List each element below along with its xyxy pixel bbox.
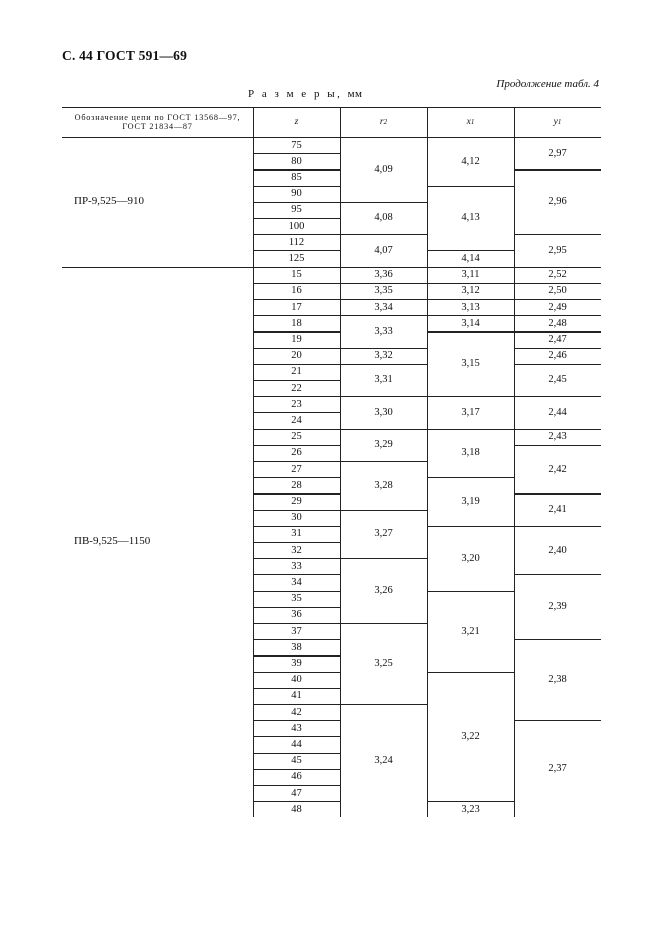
x1-row-border xyxy=(427,429,514,430)
r2-value: 3,32 xyxy=(374,350,393,362)
z-value: 33 xyxy=(291,560,302,572)
y1-value: 2,39 xyxy=(548,601,567,613)
z-value: 85 xyxy=(291,171,302,183)
z-row-border xyxy=(253,186,340,187)
header-divider xyxy=(340,107,341,137)
x1-value: 3,20 xyxy=(461,552,480,564)
header-x1 xyxy=(427,107,514,137)
z-row-border xyxy=(253,218,340,219)
z-row-border xyxy=(253,801,340,802)
header-divider xyxy=(514,107,515,137)
chain-designation: ПВ-9,525—1150 xyxy=(74,535,151,547)
caption-unit: мм xyxy=(347,88,363,100)
y1-row-border xyxy=(514,445,601,446)
x1-value: 4,13 xyxy=(461,212,480,224)
z-row-border xyxy=(253,429,340,430)
z-row-border xyxy=(253,331,340,332)
header-designation: Обозначение цепи по ГОСТ 13568—97, ГОСТ 21834—87 xyxy=(74,112,241,131)
x1-row-border xyxy=(427,672,514,673)
y1-value: 2,50 xyxy=(548,285,567,297)
z-row-border xyxy=(253,785,340,786)
x1-value: 3,22 xyxy=(461,730,480,742)
z-value: 35 xyxy=(291,593,302,605)
r2-row-border xyxy=(340,623,427,624)
x1-row-border xyxy=(427,801,514,802)
x1-row-border xyxy=(427,477,514,478)
header-divider xyxy=(427,107,428,137)
y1-value: 2,45 xyxy=(548,374,567,386)
z-value: 41 xyxy=(291,690,302,702)
z-value: 45 xyxy=(291,755,302,767)
x1-value: 4,14 xyxy=(461,252,480,264)
column-divider xyxy=(340,267,341,818)
y1-row-border xyxy=(514,639,601,640)
r2-value: 3,35 xyxy=(374,285,393,297)
z-value: 40 xyxy=(291,674,302,686)
z-row-border xyxy=(253,202,340,203)
z-value: 27 xyxy=(291,463,302,475)
z-value: 25 xyxy=(291,431,302,443)
x1-row-border xyxy=(427,526,514,527)
x1-row-border xyxy=(427,591,514,592)
z-value: 15 xyxy=(291,269,302,281)
z-value: 20 xyxy=(291,350,302,362)
column-divider xyxy=(427,267,428,818)
z-row-border xyxy=(253,574,340,575)
header-divider xyxy=(253,107,254,137)
z-value: 24 xyxy=(291,414,302,426)
r2-value: 3,30 xyxy=(374,406,393,418)
z-row-border xyxy=(253,250,340,251)
z-value: 31 xyxy=(291,528,302,540)
x1-value: 3,15 xyxy=(461,358,480,370)
z-value: 125 xyxy=(288,252,305,264)
z-row-border xyxy=(253,445,340,446)
y1-row-border xyxy=(514,234,601,235)
r2-row-border xyxy=(340,704,427,705)
z-value: 38 xyxy=(291,641,302,653)
r2-row-border xyxy=(340,510,427,511)
r2-row-border xyxy=(340,348,427,349)
table-continuation-label: Продолжение табл. 4 xyxy=(496,78,599,90)
z-value: 37 xyxy=(291,625,302,637)
y1-row-border xyxy=(514,169,601,170)
r2-value: 4,09 xyxy=(374,163,393,175)
z-row-border xyxy=(253,769,340,770)
y1-value: 2,44 xyxy=(548,406,567,418)
column-divider xyxy=(253,137,254,267)
z-value: 21 xyxy=(291,366,302,378)
r2-value: 3,33 xyxy=(374,325,393,337)
y1-value: 2,47 xyxy=(548,333,567,345)
z-row-border xyxy=(253,558,340,559)
y1-value: 2,43 xyxy=(548,431,567,443)
column-divider xyxy=(427,137,428,267)
x1-value: 3,19 xyxy=(461,495,480,507)
header-x1-sub: 1 xyxy=(470,118,475,126)
r2-value: 3,25 xyxy=(374,658,393,669)
z-row-border xyxy=(253,704,340,705)
r2-row-border xyxy=(340,299,427,300)
x1-value: 3,21 xyxy=(461,625,480,637)
z-row-border xyxy=(253,461,340,462)
column-divider xyxy=(514,137,515,267)
z-value: 34 xyxy=(291,576,302,588)
z-value: 43 xyxy=(291,722,302,734)
y1-row-border xyxy=(514,493,601,494)
y1-row-border xyxy=(514,364,601,365)
z-value: 36 xyxy=(291,609,302,621)
r2-value: 3,34 xyxy=(374,301,393,313)
table-top-border xyxy=(62,107,601,108)
column-divider xyxy=(253,267,254,818)
r2-row-border xyxy=(340,461,427,462)
z-value: 18 xyxy=(291,317,302,329)
group-separator xyxy=(62,267,601,268)
z-row-border xyxy=(253,396,340,397)
z-row-border xyxy=(253,736,340,737)
y1-value: 2,49 xyxy=(548,301,567,313)
z-value: 30 xyxy=(291,512,302,524)
x1-row-border xyxy=(427,250,514,251)
header-r2-label: r xyxy=(379,117,384,127)
z-value: 32 xyxy=(291,544,302,556)
header-y1 xyxy=(514,107,601,137)
z-value: 48 xyxy=(291,803,302,815)
y1-value: 2,96 xyxy=(548,196,567,208)
z-row-border xyxy=(253,234,340,235)
x1-row-border xyxy=(427,283,514,284)
header-y1-label: y xyxy=(553,117,558,127)
z-row-border xyxy=(253,299,340,300)
r2-row-border xyxy=(340,364,427,365)
r2-row-border xyxy=(340,234,427,235)
header-z xyxy=(253,107,340,137)
z-value: 47 xyxy=(291,787,302,799)
x1-value: 3,17 xyxy=(461,406,480,418)
r2-row-border xyxy=(340,202,427,203)
z-value: 19 xyxy=(291,333,302,345)
x1-value: 4,12 xyxy=(461,155,480,167)
z-row-border xyxy=(253,688,340,689)
r2-row-border xyxy=(340,429,427,430)
y1-row-border xyxy=(514,526,601,527)
z-row-border xyxy=(253,542,340,543)
page-header: С. 44 ГОСТ 591—69 xyxy=(62,48,188,63)
x1-row-border xyxy=(427,299,514,300)
z-row-border xyxy=(253,348,340,349)
r2-row-border xyxy=(340,315,427,316)
caption-text: Р а з м е р ы, xyxy=(248,88,343,100)
z-row-border xyxy=(253,510,340,511)
r2-row-border xyxy=(340,396,427,397)
y1-row-border xyxy=(514,720,601,721)
z-value: 46 xyxy=(291,771,302,783)
y1-value: 2,40 xyxy=(548,544,567,556)
r2-value: 4,07 xyxy=(374,244,393,256)
z-value: 95 xyxy=(291,204,302,216)
y1-row-border xyxy=(514,396,601,397)
y1-value: 2,48 xyxy=(548,317,567,329)
x1-row-border xyxy=(427,186,514,187)
z-value: 16 xyxy=(291,285,302,297)
z-row-border xyxy=(253,655,340,656)
z-row-border xyxy=(253,283,340,284)
chain-designation: ПР-9,525—910 xyxy=(74,194,144,207)
z-value: 100 xyxy=(288,220,305,232)
z-row-border xyxy=(253,315,340,316)
y1-row-border xyxy=(514,283,601,284)
r2-value: 3,27 xyxy=(374,528,393,540)
x1-row-border xyxy=(427,315,514,316)
z-row-border xyxy=(253,591,340,592)
z-row-border xyxy=(253,364,340,365)
x1-value: 3,11 xyxy=(461,269,480,281)
column-divider xyxy=(514,267,515,818)
z-value: 28 xyxy=(291,479,302,491)
z-row-border xyxy=(253,493,340,494)
z-value: 44 xyxy=(291,738,302,750)
z-row-border xyxy=(253,477,340,478)
y1-value: 2,37 xyxy=(548,763,567,775)
x1-row-border xyxy=(427,331,514,332)
z-row-border xyxy=(253,607,340,608)
r2-row-border xyxy=(340,283,427,284)
r2-value: 3,28 xyxy=(374,479,393,491)
column-divider xyxy=(340,137,341,267)
z-value: 75 xyxy=(291,139,302,151)
header-y1-sub: 1 xyxy=(557,118,562,126)
x1-value: 3,13 xyxy=(461,301,480,313)
header-r2 xyxy=(340,107,427,137)
r2-value: 4,08 xyxy=(374,212,393,224)
z-value: 90 xyxy=(291,188,302,200)
z-value: 17 xyxy=(291,301,302,313)
y1-value: 2,41 xyxy=(548,504,567,516)
z-value: 23 xyxy=(291,398,302,410)
y1-value: 2,52 xyxy=(548,269,567,281)
r2-row-border xyxy=(340,558,427,559)
header-r2-sub: 2 xyxy=(383,118,388,126)
z-value: 80 xyxy=(291,155,302,167)
header-z-label: z xyxy=(294,117,299,127)
z-value: 42 xyxy=(291,706,302,718)
z-row-border xyxy=(253,672,340,673)
y1-row-border xyxy=(514,574,601,575)
z-value: 26 xyxy=(291,447,302,459)
x1-value: 3,18 xyxy=(461,447,480,459)
x1-row-border xyxy=(427,396,514,397)
z-value: 39 xyxy=(291,657,302,669)
r2-value: 3,29 xyxy=(374,439,393,451)
r2-value: 3,36 xyxy=(374,269,393,281)
r2-value: 3,24 xyxy=(374,755,393,767)
x1-value: 3,14 xyxy=(461,317,480,329)
x1-value: 3,12 xyxy=(461,285,480,297)
z-row-border xyxy=(253,412,340,413)
z-value: 29 xyxy=(291,495,302,507)
y1-row-border xyxy=(514,429,601,430)
y1-value: 2,95 xyxy=(548,244,567,256)
z-value: 112 xyxy=(288,236,305,248)
y1-value: 2,38 xyxy=(548,674,567,686)
z-row-border xyxy=(253,639,340,640)
y1-row-border xyxy=(514,348,601,349)
x1-value: 3,23 xyxy=(461,803,480,815)
header-x1-label: x xyxy=(466,117,471,127)
y1-value: 2,97 xyxy=(548,147,567,159)
z-value: 22 xyxy=(291,382,302,394)
y1-value: 2,42 xyxy=(548,463,567,475)
r2-value: 3,26 xyxy=(374,585,393,597)
z-row-border xyxy=(253,169,340,170)
y1-row-border xyxy=(514,299,601,300)
z-row-border xyxy=(253,623,340,624)
z-row-border xyxy=(253,380,340,381)
z-row-border xyxy=(253,753,340,754)
z-row-border xyxy=(253,720,340,721)
r2-value: 3,31 xyxy=(374,374,393,386)
y1-row-border xyxy=(514,315,601,316)
z-row-border xyxy=(253,526,340,527)
y1-value: 2,46 xyxy=(548,350,567,362)
z-row-border xyxy=(253,153,340,154)
y1-row-border xyxy=(514,331,601,332)
